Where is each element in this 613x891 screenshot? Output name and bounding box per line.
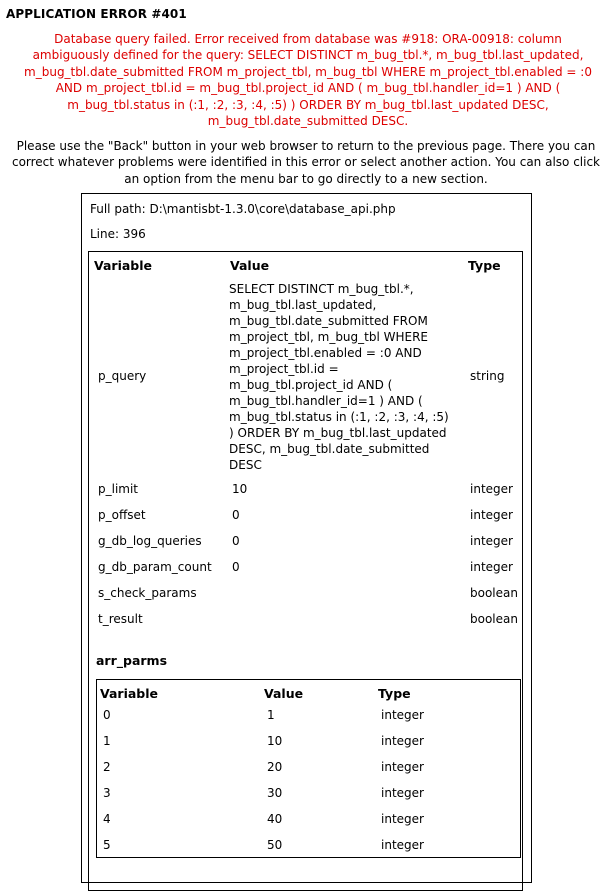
error-title: APPLICATION ERROR #401 (6, 7, 187, 21)
table-row-type: integer (381, 812, 424, 826)
var-value: 0 (232, 508, 240, 522)
column-header-value: Value (230, 258, 270, 273)
full-path: Full path: D:\mantisbt-1.3.0\core\database_api.php (90, 202, 396, 216)
arr-parms-table (96, 679, 521, 858)
column-header-variable: Variable (100, 686, 159, 701)
help-text: Please use the "Back" button in your web browser to return to the previous page. There you can correct whatever problems were identified in this error or select another action. You can also click an option from the menu bar to go directly to a new section. (11, 139, 601, 186)
table-row-name: 4 (103, 812, 111, 826)
var-value: 0 (232, 534, 240, 548)
table-row-type: integer (381, 708, 424, 722)
line-number: Line: 396 (90, 227, 146, 241)
var-type: integer (470, 534, 513, 548)
var-type: integer (470, 508, 513, 522)
var-name: p_offset (98, 508, 146, 522)
table-row-value: 1 (267, 708, 275, 722)
error-message: Database query failed. Error received from database was #918: ORA-00918: column ambiguously defined for the query: SELECT DISTINCT m_bug_tbl.*, m_bug_tbl.last_updated, m_bug_tbl.date_submitted FROM m_project_tbl, m_bug_tbl WHERE m_project_tbl.enabled = :0 AND m_project_tbl.id = m_bug_tbl.project_id AND ( m_bug_tbl.handler_id=1 ) AND ( m_bug_tbl.status in (:1, :2, :3, :4, :5) ) ORDER BY m_bug_tbl.last_updated DESC, m_bug_tbl.date_submitted DESC. (24, 32, 592, 129)
table-row-value: 20 (267, 760, 283, 774)
var-name: g_db_log_queries (98, 534, 202, 548)
table-row-type: integer (381, 734, 424, 748)
column-header-type: Type (468, 258, 501, 273)
variables-table (88, 251, 523, 891)
table-row-value: 50 (267, 838, 283, 852)
table-row-type: integer (381, 786, 424, 800)
var-type: boolean (470, 612, 518, 626)
var-value: 0 (232, 560, 240, 574)
table-row-value: 10 (267, 734, 283, 748)
arr-parms-title: arr_parms (96, 653, 168, 668)
var-name: p_limit (98, 482, 139, 496)
table-row-name: 5 (103, 838, 111, 852)
column-header-type: Type (378, 686, 411, 701)
table-row-name: 0 (103, 708, 111, 722)
table-row-name: 1 (103, 734, 111, 748)
table-row-value: 40 (267, 812, 283, 826)
error-details-panel (81, 193, 532, 883)
var-name: p_query (98, 369, 147, 383)
var-value: 10 (232, 482, 248, 496)
var-name: g_db_param_count (98, 560, 212, 574)
var-type: integer (470, 482, 513, 496)
column-header-variable: Variable (94, 258, 153, 273)
var-type: boolean (470, 586, 518, 600)
var-value-query: SELECT DISTINCT m_bug_tbl.*, m_bug_tbl.last_updated, m_bug_tbl.date_submitted FROM m_project_tbl, m_bug_tbl WHERE m_project_tbl.enabled = :0 AND m_project_tbl.id = m_bug_tbl.project_id AND ( m_bug_tbl.handler_id=1 ) AND ( m_bug_tbl.status in (:1, :2, :3, :4, :5) ) ORDER BY m_bug_tbl.last_updated DESC, m_bug_tbl.date_submitted DESC (229, 282, 449, 472)
table-row-type: integer (381, 760, 424, 774)
var-name: s_check_params (98, 586, 197, 600)
var-type: string (470, 369, 505, 383)
table-row-name: 3 (103, 786, 111, 800)
var-name: t_result (98, 612, 143, 626)
column-header-value: Value (264, 686, 304, 701)
table-row-type: integer (381, 838, 424, 852)
table-row-name: 2 (103, 760, 111, 774)
table-row-value: 30 (267, 786, 283, 800)
var-type: integer (470, 560, 513, 574)
